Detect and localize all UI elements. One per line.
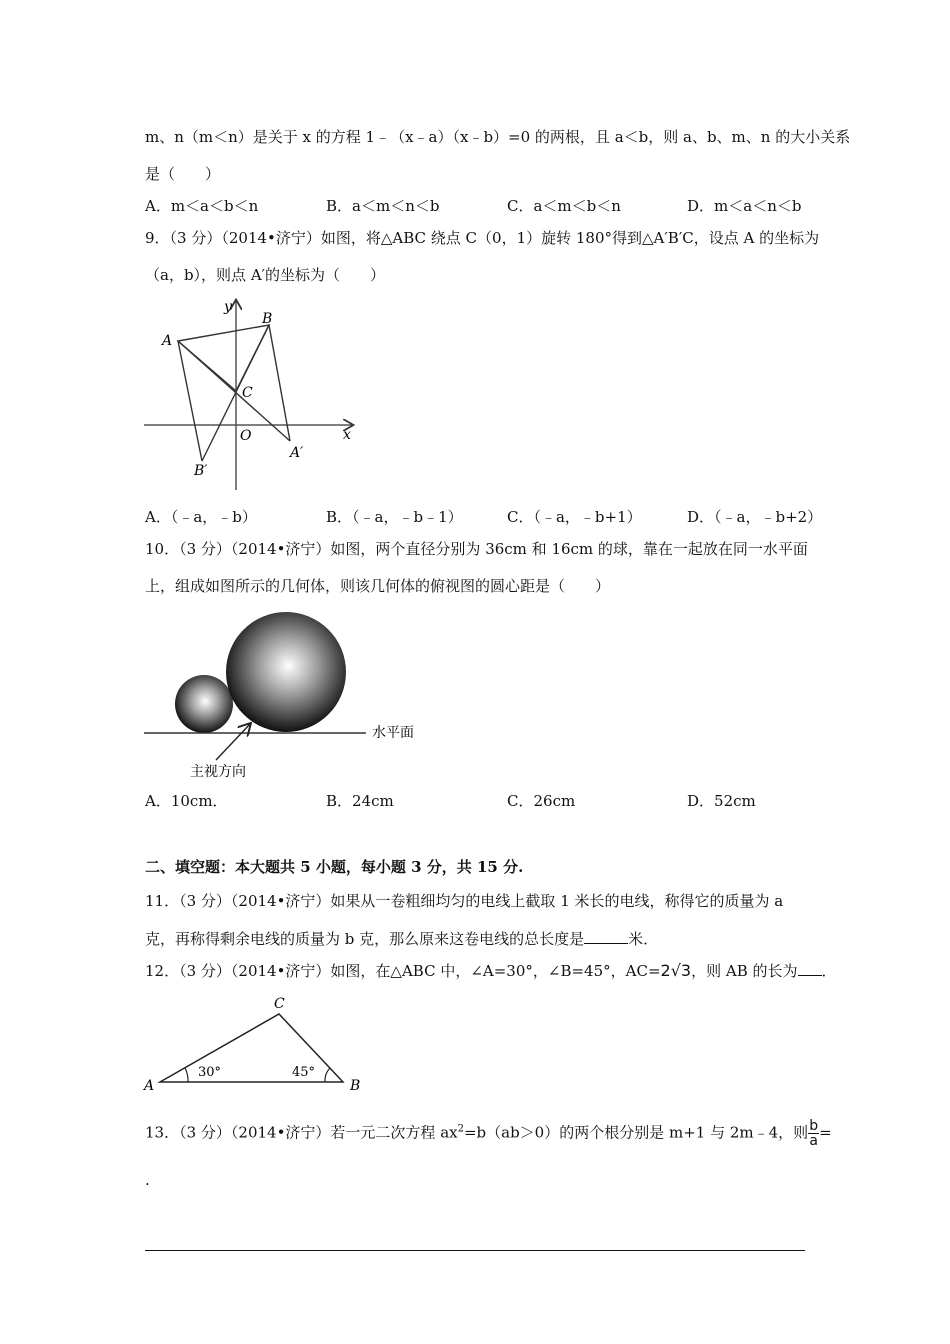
vertex-b-label: B	[350, 1078, 361, 1094]
q10-stem-line1: 10．（3 分）（2014•济宁）如图，两个直径分别为 36cm 和 16cm 的球，靠在一起放在同一水平面	[145, 540, 808, 558]
label-a-prime: A′	[290, 445, 304, 461]
triangle-abc-12	[160, 1014, 343, 1082]
q8-option-b: B．a＜m＜n＜b	[326, 197, 440, 215]
q13-text-mid: =b（ab＞0）的两个根分别是 m+1 与 2m﹣4，则	[463, 1123, 809, 1142]
q11-line2-unit: 米．	[628, 930, 659, 948]
footer-divider	[145, 1250, 805, 1251]
q13-fraction	[808, 1119, 819, 1148]
q12-text-end: ．	[821, 962, 837, 980]
q10-stem-line2: 上，组成如图所示的几何体，则该几何体的俯视图的圆心距是（ ）	[145, 577, 611, 595]
angle-b-label: 45°	[292, 1065, 316, 1080]
angle-b-arc	[325, 1068, 330, 1082]
q9-stem-line1: 9．（3 分）（2014•济宁）如图，将△ABC 绕点 C（0，1）旋转 180°得到△A′B′C，设点 A 的坐标为	[145, 229, 820, 247]
label-y: y	[224, 299, 232, 315]
q10-spheres-figure	[140, 608, 440, 783]
label-b: B	[262, 311, 273, 327]
q9-option-c: C．（﹣a，﹣b+1）	[507, 508, 642, 526]
q11-line2-text: 克，再称得剩余电线的质量为 b 克，那么原来这卷电线的总长度是	[145, 930, 585, 948]
label-b-prime: B′	[194, 463, 208, 479]
q10-option-a: A．10cm．	[145, 792, 228, 810]
q9-coordinate-figure	[140, 295, 360, 495]
q13-text-pre: 13．（3 分）（2014•济宁）若一元二次方程 ax	[145, 1123, 458, 1142]
q8-option-c: C．a＜m＜b＜n	[507, 197, 621, 215]
q8-option-a: A．m＜a＜b＜n	[145, 197, 259, 215]
q9-option-d: D．（﹣a，﹣b+2）	[687, 508, 823, 526]
q12-stem-line1	[145, 961, 837, 981]
q13-stem-line2: .	[145, 1171, 150, 1189]
q10-option-c: C．26cm	[507, 792, 576, 810]
section-2-heading: 二、填空题：本大题共 5 小题，每小题 3 分，共 15 分.	[145, 858, 524, 876]
vertex-c-label: C	[274, 996, 285, 1012]
q12-answer-blank	[798, 961, 822, 976]
angle-a-label: 30°	[198, 1065, 222, 1080]
q13-frac-denominator: a	[809, 1133, 818, 1149]
q13-frac-numerator: b	[809, 1118, 819, 1134]
q9-option-b: B．（﹣a，﹣b﹣1）	[326, 508, 463, 526]
q10-option-b: B．24cm	[326, 792, 394, 810]
q9-option-a: A．（﹣a，﹣b）	[145, 508, 257, 526]
q13-exponent: 2	[457, 1123, 464, 1135]
q12-ac-value: 2√3	[660, 961, 692, 980]
q13-text-end: =	[819, 1123, 832, 1142]
q11-stem-line1: 11．（3 分）（2014•济宁）如果从一卷粗细均匀的电线上截取 1 米长的电线，称得它的质量为 a	[145, 892, 784, 910]
q11-answer-blank	[584, 929, 628, 944]
q12-text-pre: 12．（3 分）（2014•济宁）如图，在△ABC 中，∠A=30°，∠B=45°，AC=	[145, 962, 661, 980]
view-direction-label: 主视方向	[190, 764, 246, 780]
angle-a-arc	[185, 1068, 188, 1082]
vertex-a-label: A	[144, 1078, 155, 1094]
q13-stem-line1	[145, 1119, 832, 1148]
q12-text-post: ，则 AB 的长为	[691, 962, 798, 980]
q9-stem-line2: （a，b），则点 A′的坐标为（ ）	[145, 266, 386, 284]
q8-stem-line1: m、n（m＜n）是关于 x 的方程 1﹣（x﹣a）（x﹣b）=0 的两根，且 a＜b，则 a、b、m、n 的大小关系	[145, 128, 851, 146]
q8-stem-line2: 是（ ）	[145, 165, 221, 183]
q10-option-d: D．52cm	[687, 792, 756, 810]
label-a: A	[162, 333, 173, 349]
q12-triangle-figure	[140, 990, 380, 1095]
small-sphere	[175, 675, 233, 733]
q8-option-d: D．m＜a＜n＜b	[687, 197, 802, 215]
large-sphere	[226, 612, 346, 732]
label-x: x	[343, 427, 351, 443]
side-b-aprime	[269, 325, 290, 441]
label-o: O	[240, 428, 252, 444]
horizontal-plane-label: 水平面	[372, 725, 414, 741]
label-c: C	[242, 385, 253, 401]
view-direction-arrow	[216, 724, 250, 760]
q11-stem-line2	[145, 929, 658, 949]
